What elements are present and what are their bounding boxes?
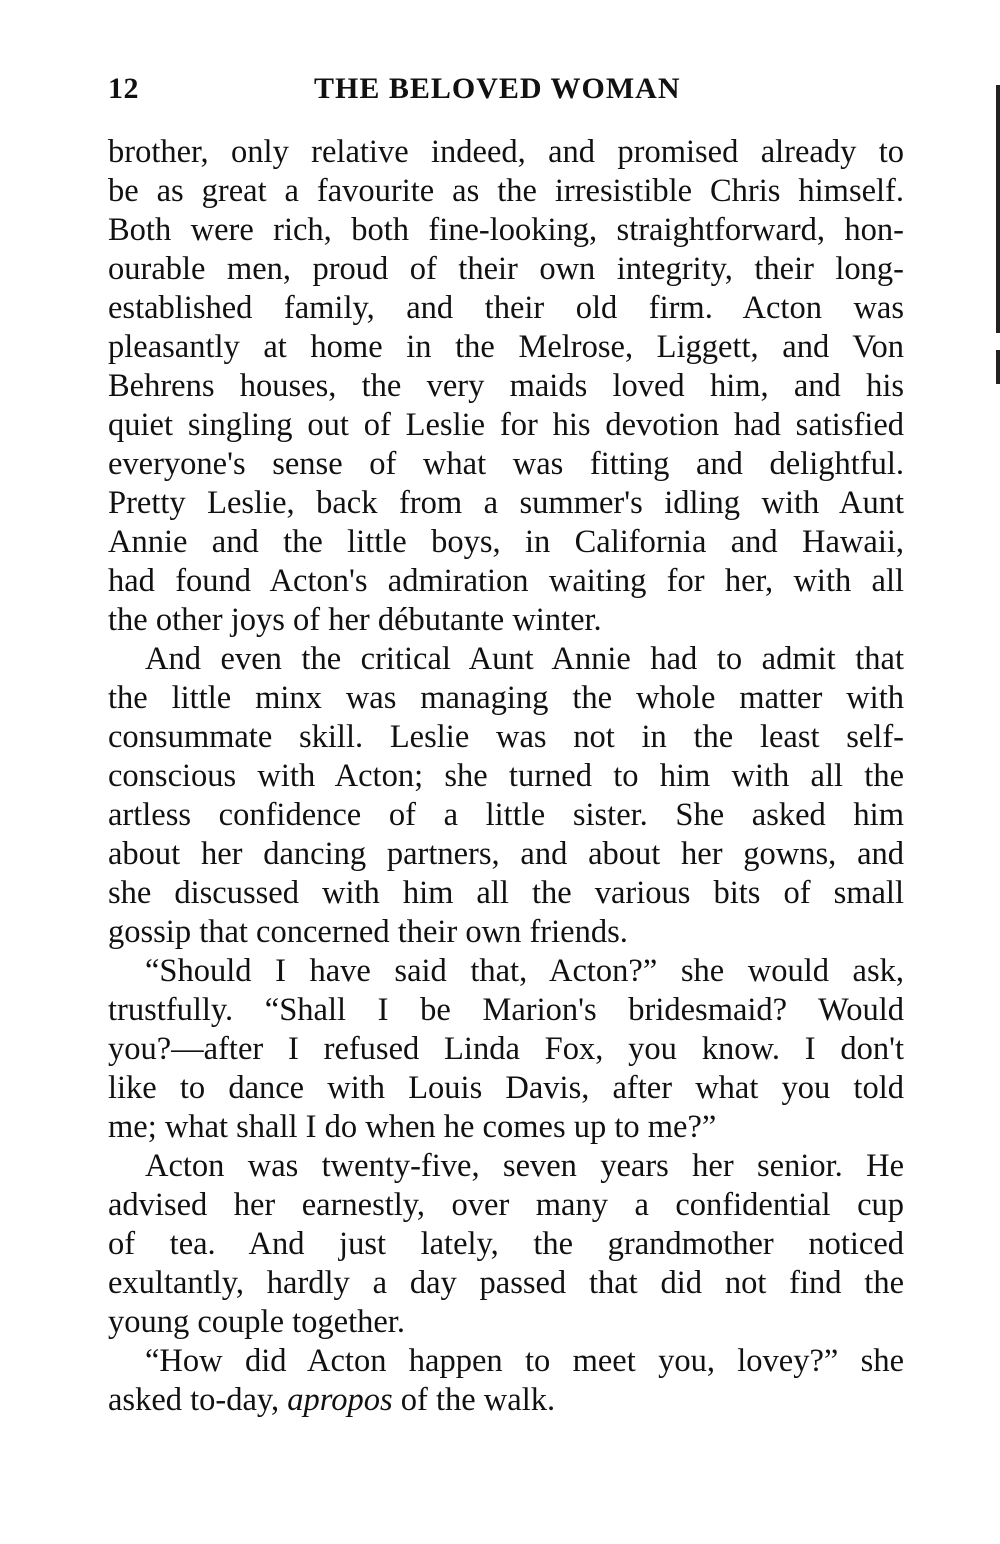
text-line: conscious with Acton; she turned to him with all the xyxy=(108,758,904,794)
text-line: the other joys of her débutante winter. xyxy=(108,602,602,638)
text-line: And even the critical Aunt Annie had to admit that xyxy=(145,641,904,677)
text-line: Acton was twenty-five, seven years her senior. He xyxy=(145,1148,904,1184)
text-line: established family, and their old firm. Acton was xyxy=(108,290,904,326)
page-number: 12 xyxy=(108,72,139,105)
book-title: THE BELOVED WOMAN xyxy=(314,72,681,105)
text-line: everyone's sense of what was fitting and delightful. xyxy=(108,446,904,482)
text-line: about her dancing partners, and about her gowns, and xyxy=(108,836,904,872)
text-line: be as great a favourite as the irresistible Chris himself. xyxy=(108,173,904,209)
text-line: of tea. And just lately, the grandmother noticed xyxy=(108,1226,904,1262)
final-line-end: of the walk. xyxy=(392,1382,556,1418)
text-line: pleasantly at home in the Melrose, Liggett, and Von xyxy=(108,329,904,365)
text-line: like to dance with Louis Davis, after what you told xyxy=(108,1070,904,1106)
italic-word: apropos xyxy=(287,1382,393,1418)
text-line: young couple together. xyxy=(108,1304,405,1340)
text-line: me; what shall I do when he comes up to me?” xyxy=(108,1109,717,1145)
text-line: Annie and the little boys, in California and Hawaii, xyxy=(108,524,904,560)
text-line: Behrens houses, the very maids loved him, and his xyxy=(108,368,904,404)
text-line: the little minx was managing the whole matter with xyxy=(108,680,904,716)
text-line: Both were rich, both fine-looking, straightforward, hon- xyxy=(108,212,904,248)
text-line: “Should I have said that, Acton?” she would ask, xyxy=(145,953,904,989)
text-line: Pretty Leslie, back from a summer's idling with Aunt xyxy=(108,485,904,521)
text-line: advised her earnestly, over many a confidential cup xyxy=(108,1187,904,1223)
text-line: trustfully. “Shall I be Marion's bridesmaid? Would xyxy=(108,992,904,1028)
text-line: ourable men, proud of their own integrity, their long- xyxy=(108,251,904,287)
text-line: brother, only relative indeed, and promised already to xyxy=(108,134,904,170)
text-line: exultantly, hardly a day passed that did not find the xyxy=(108,1265,904,1301)
page-edge-mark-upper xyxy=(996,85,1000,333)
text-line: had found Acton's admiration waiting for her, with all xyxy=(108,563,904,599)
text-line: she discussed with him all the various bits of small xyxy=(108,875,904,911)
text-line: “How did Acton happen to meet you, lovey?” she xyxy=(145,1343,904,1379)
text-line: consummate skill. Leslie was not in the least self- xyxy=(108,719,904,755)
running-head xyxy=(108,72,908,112)
text-line-final xyxy=(108,1381,904,1420)
page-edge-mark-lower xyxy=(996,350,1000,384)
text-line: quiet singling out of Leslie for his devotion had satisfied xyxy=(108,407,904,443)
text-line: artless confidence of a little sister. She asked him xyxy=(108,797,904,833)
text-line: you?—after I refused Linda Fox, you know. I don't xyxy=(108,1031,904,1067)
final-line-start: asked to-day, xyxy=(108,1382,288,1418)
body-text xyxy=(108,133,904,1420)
text-line: gossip that concerned their own friends. xyxy=(108,914,628,950)
